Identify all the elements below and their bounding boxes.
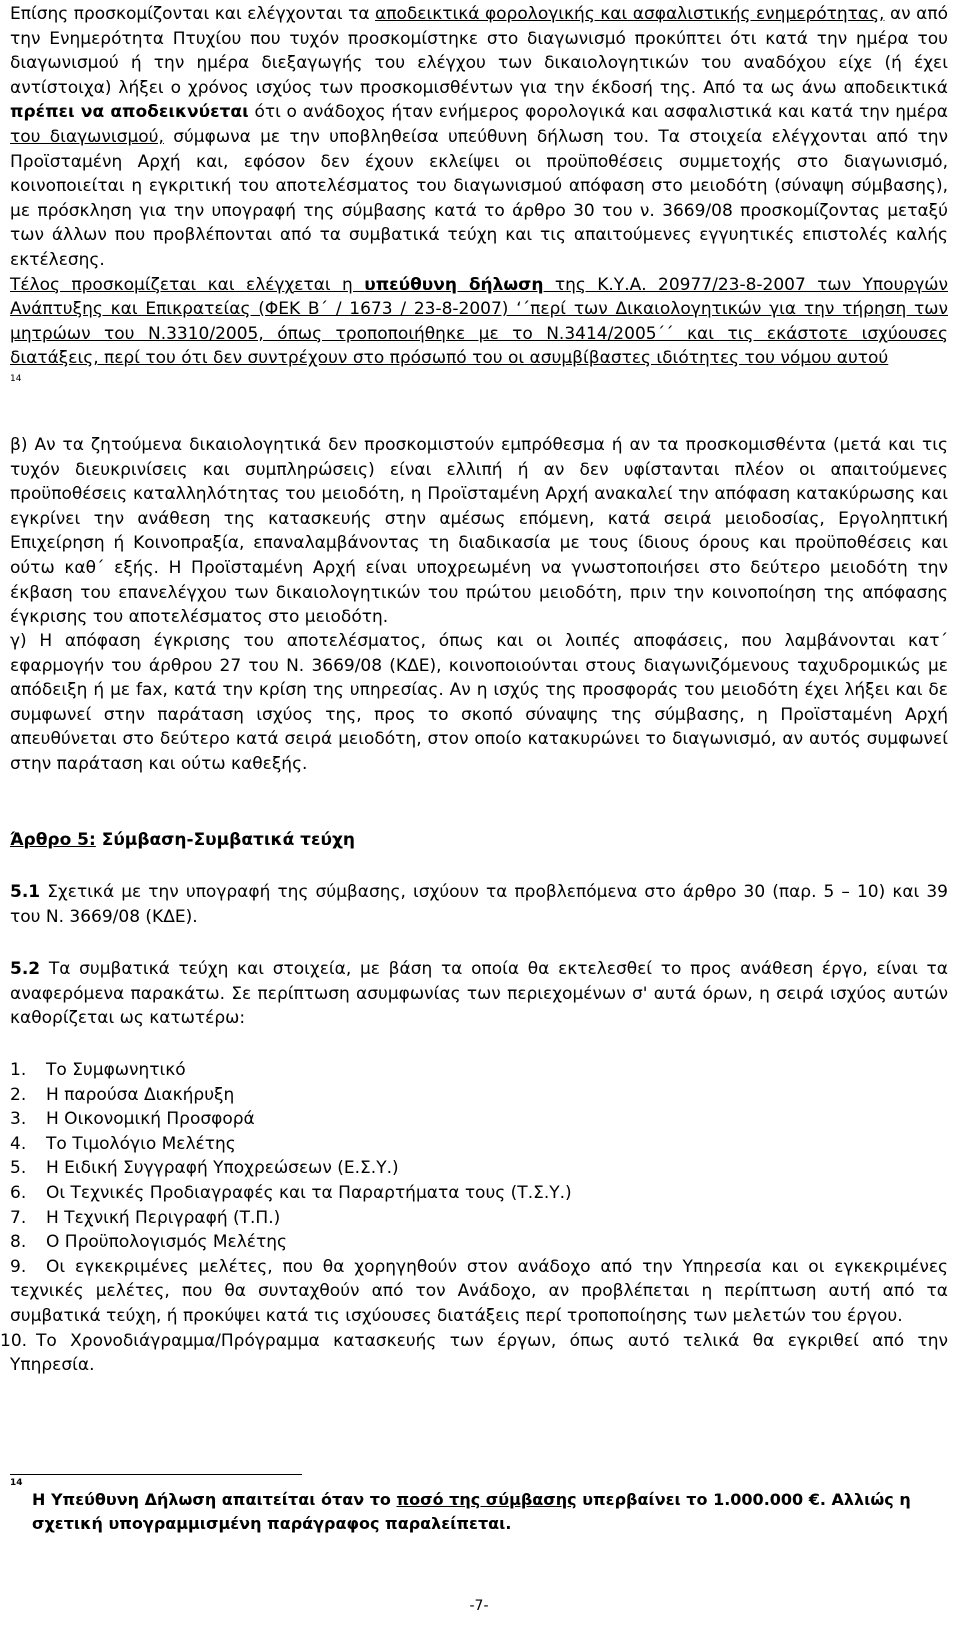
bold-text: πρέπει να αποδεικνύεται [10, 102, 249, 123]
section-number: 5.2 [10, 959, 41, 979]
list-item: 2. Η παρούσα Διακήρυξη [10, 1084, 235, 1105]
list-item: 9. Οι εγκεκριμένες μελέτες, που θα χορηγηθούν στον ανάδοχο από την Υπηρεσία και οι εγκεκριμένες τεχνικές μελέτες, που θα συνταχθούν από τον Ανάδοχο, αν προβλέπεται η περίπτωση αυτή από τα συμβατικά τεύχη, ή προκύψει κατά τις ισχύουσες διατάξεις περί τροποποίησης των μελετών του έργου. [10, 1256, 948, 1326]
list-item: 1. Το Συμφωνητικό [10, 1060, 186, 1080]
section-text: Τα συμβατικά τεύχη και στοιχεία, με βάση τα οποία θα εκτελεσθεί το προς ανάθεση έργο, είναι τα αναφερόμενα παρακάτω. Σε περίπτωση ασυμφωνίας των περιεχομένων σ' αυτά όρων, η σειρά ισχύος αυτών καθορίζεται ως κατωτέρω: [10, 959, 948, 1029]
article-heading [10, 830, 355, 850]
list-item: 3. Η Οικονομική Προσφορά [10, 1109, 255, 1130]
footnote-separator [10, 1474, 302, 1475]
footnote-text: Η Υπεύθυνη Δήλωση απαιτείται όταν το ποσό της σύμβασης υπερβαίνει το 1.000.000 €. Αλλιώς η σχετική υπογραμμισμένη παράγραφος παραλείπεται. [32, 1490, 911, 1533]
text-run: ότι ο ανάδοχος ήταν ενήμερος φορολογικά και ασφαλιστικά και κατά την ημέρα [248, 102, 948, 123]
section-number: 5.1 [10, 882, 41, 902]
list-item: 5. Η Ειδική Συγγραφή Υποχρεώσεων (Ε.Σ.Υ.) [10, 1158, 399, 1179]
underlined-text: αποδεικτικά φορολογικής και ασφαλιστικής ενημερότητας, [375, 4, 885, 24]
list-item: 10. Το Χρονοδιάγραμμα/Πρόγραμμα κατασκευής των έργων, όπως αυτό τελικά θα εγκριθεί από την Υπηρεσία. [0, 1330, 948, 1376]
article-number: Άρθρο 5: [10, 830, 96, 850]
paragraph-b: β) Αν τα ζητούμενα δικαιολογητικά δεν προσκομιστούν εμπρόθεσμα ή αν τα προσκομισθέντα (μετά και τις τυχόν διευκρινίσεις και συμπληρώσεις) είναι ελλιπή ή αν δεν υφίστανται πλέον οι απαιτούμενες προϋποθέσεις καταλληλότητας του μειοδότη, η Προϊσταμένη Αρχή ανακαλεί την απόφαση κατακύρωσης και εγκρίνει την ανάθεση της κατασκευής στην αμέσως επόμενη, κατά σειρά μειοδοσίας, Εργοληπτική Επιχείρηση ή Κοινοπραξία, επαναλαμβάνοντας τη διαδικασία με τους ίδιους όρους και προϋποθέσεις και ούτω καθ΄ εξής. Η Προϊσταμένη Αρχή είναι υποχρεωμένη να γνωστοποιήσει στο δεύτερο μειοδότη την έκβαση του επανελέγχου των δικαιολογητικών του πρώτου μειοδότη, πριν την κοινοποίηση της απόφασης έγκρισης του αποτελέσματος στο μειοδότη. [10, 435, 948, 628]
footnote-reference: 14 [10, 373, 22, 384]
section-text: Σχετικά με την υπογραφή της σύμβασης, ισχύουν τα προβλεπόμενα στο άρθρο 30 (παρ. 5 – 10) και 39 του Ν. 3669/08 (ΚΔΕ). [10, 882, 948, 927]
list-item: 8. Ο Προϋπολογισμός Μελέτης [10, 1232, 287, 1253]
underlined-text: του διαγωνισμού, [10, 126, 164, 147]
paragraph-declaration [10, 273, 948, 371]
text-run: Επίσης προσκομίζονται και ελέγχονται τα [10, 4, 376, 24]
article-title: Σύμβαση-Συμβατικά τεύχη [95, 830, 356, 850]
footnote-number: 14 [10, 1478, 23, 1488]
text-run: αν από την Ενημερότητα Πτυχίου που τυχόν προσκομίστηκε στο διαγωνισμό προκύπτει ότι κατά την ημέρα του διαγωνισμού ή την ημέρα διεξαγωγής του ελέγχου των δικαιολογητικών του αναδόχου είχε (ή έχει αντίστοιχα) λήξει ο χρόνος ισχύος των προσκομισθέντων για την έκδοσή της. Από τα ως άνω αποδεικτικά [10, 4, 948, 98]
list-item: 4. Το Τιμολόγιο Μελέτης [10, 1133, 236, 1154]
bold-text: υπεύθυνη δήλωση [364, 274, 544, 295]
text-run: σύμφωνα με την υποβληθείσα υπεύθυνη δήλωση του. Τα στοιχεία ελέγχονται από την Προϊσταμένη Αρχή και, εφόσον δεν έχουν εκλείψει οι προϋποθέσεις συμμετοχής στο διαγωνισμό, κοινοποιείται η εγκριτική του αποτελέσματος του διαγωνισμού απόφαση στο μειοδότη (σύναψη σύμβασης), με πρόσκληση για την υπογραφή της σύμβασης κατά το άρθρο 30 του ν. 3669/08 προσκομίζοντας μεταξύ των άλλων που προβλέπονται από τα συμβατικά τεύχη και τις απαιτούμενες εγγυητικές επιστολές καλής εκτέλεσης. [10, 126, 948, 270]
text-run: της Κ.Υ.Α. 20977/23-8-2007 των Υπουργών Ανάπτυξης και Επικρατείας (ΦΕΚ Β΄ / 1673 / 23-8-2007) ‘΄περί των Δικαιολογητικών για την τήρηση των μητρώων του Ν.3310/2005, όπως τροποποιήθηκε με το Ν.3414/2005΄΄ και τις εκάστοτε ισχύουσες διατάξεις, περί του ότι δεν συντρέχουν στο πρόσωπό του οι ασυμβίβαστες ιδιότητες του νόμου αυτού [10, 274, 948, 369]
page-number: -7- [469, 1598, 489, 1614]
paragraph-block-2 [10, 433, 948, 630]
list-item: 7. Η Τεχνική Περιγραφή (Τ.Π.) [10, 1207, 281, 1228]
paragraph-c: γ) Η απόφαση έγκρισης του αποτελέσματος, όπως και οι λοιπές αποφάσεις, που λαμβάνονται κατ΄ εφαρμογήν του άρθρου 27 του Ν. 3669/08 (ΚΔΕ), κοινοποιούνται στους διαγωνιζόμενους ταχυδρομικώς με απόδειξη ή με fax, κατά την κρίση της υπηρεσίας. Αν η ισχύς της προσφοράς του μειοδότη έχει λήξει και δε συμφωνεί στην παράταση ισχύος της, προς το σκοπό σύναψης της σύμβασης, η Προϊσταμένη Αρχή απευθύνεται στο δεύτερο κατά σειρά μειοδότη, στον οποίο κατακυρώνει το διαγωνισμό, αν αυτός συμφωνεί στην παράταση και ούτω καθεξής. [10, 631, 948, 774]
text-run: Τέλος προσκομίζεται και ελέγχεται η [10, 274, 365, 295]
list-item: 6. Οι Τεχνικές Προδιαγραφές και τα Παραρτήματα τους (Τ.Σ.Υ.) [10, 1182, 572, 1203]
section-5-2 [10, 957, 948, 1031]
paragraph-tax-certificates [10, 2, 948, 273]
section-5-1 [10, 880, 948, 929]
contract-documents-list [0, 1058, 948, 1378]
paragraph-block-3 [10, 629, 948, 777]
paragraph-block-1 [10, 2, 948, 385]
